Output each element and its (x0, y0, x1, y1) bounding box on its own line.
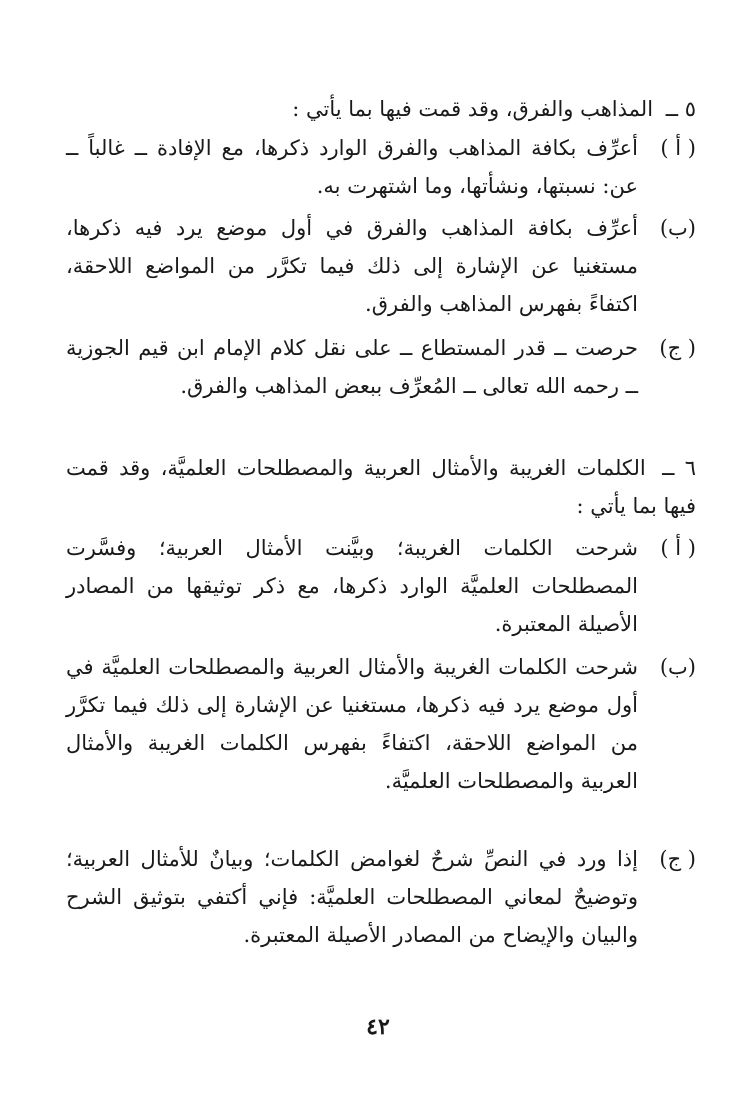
item-text: حرصت ــ قدر المستطاع ــ على نقل كلام الإمام ابن قيم الجوزية ــ رحمه الله تعالى ــ المُعرِّف ببعض المذاهب والفرق. (66, 336, 638, 398)
item-marker: (ب) (659, 216, 696, 240)
item-marker: ( أ ) (660, 136, 696, 160)
section-6-intro: الكلمات الغريبة والأمثال العربية والمصطلحات العلميَّة، وقد قمت فيها بما يأتي : (66, 456, 696, 518)
section-6-number: ٦ ــ (662, 456, 696, 480)
section-6-item-b (66, 648, 696, 800)
item-text: أعرِّف بكافة المذاهب والفرق الوارد ذكرها، مع الإفادة ــ غالباً ــ عن: نسبتها، ونشأتها، وما اشتهرت به. (66, 136, 638, 198)
section-5-heading (66, 90, 696, 128)
section-6-item-a (66, 529, 696, 643)
section-5-number: ٥ ــ (665, 97, 696, 121)
item-marker: ( ج) (659, 847, 696, 871)
item-marker: (ب) (659, 655, 696, 679)
item-marker: ( ج) (659, 336, 696, 360)
item-text: شرحت الكلمات الغريبة؛ وبيَّنت الأمثال العربية؛ وفسَّرت المصطلحات العلميَّة الوارد ذكرها، مع ذكر توثيقها من المصادر الأصيلة المعتبرة. (66, 536, 638, 636)
section-5-item-c (66, 329, 696, 405)
item-text: إذا ورد في النصِّ شرحٌ لغوامض الكلمات؛ وبيانٌ للأمثال العربية؛ وتوضيحٌ لمعاني المصطلحات العلميَّة: فإني أكتفي بتوثيق الشرح والبيان والإيضاح من المصادر الأصيلة المعتبرة. (66, 847, 638, 947)
section-5-intro: المذاهب والفرق، وقد قمت فيها بما يأتي : (292, 97, 654, 121)
section-5-item-b (66, 209, 696, 323)
section-6-heading (66, 449, 696, 525)
section-5-item-a (66, 129, 696, 205)
page-number: ٤٢ (366, 1014, 390, 1040)
item-text: أعرِّف بكافة المذاهب والفرق في أول موضع يرد فيه ذكرها، مستغنيا عن الإشارة إلى ذلك فيما تكرَّر من المواضع اللاحقة، اكتفاءً بفهرس المذاهب والفرق. (66, 216, 638, 316)
item-marker: ( أ ) (660, 536, 696, 560)
section-6-item-c (66, 840, 696, 954)
item-text: شرحت الكلمات الغريبة والأمثال العربية والمصطلحات العلميَّة في أول موضع يرد فيه ذكرها، مستغنيا عن الإشارة إلى ذلك فيما تكرَّر من المواضع اللاحقة، اكتفاءً بفهرس الكلمات الغريبة والأمثال العربية والمصطلحات العلميَّة. (66, 655, 638, 793)
